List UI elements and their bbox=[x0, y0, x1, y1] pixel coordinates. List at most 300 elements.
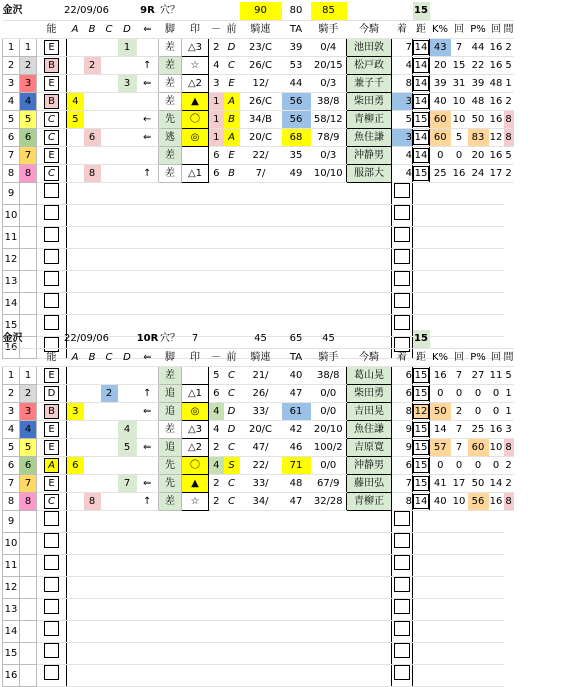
row-number: 13 bbox=[3, 598, 20, 620]
rank-c bbox=[101, 438, 118, 456]
rank-c bbox=[101, 492, 118, 510]
p-count: 14 bbox=[489, 474, 504, 492]
empty-cell bbox=[84, 664, 101, 686]
empty-cell bbox=[430, 620, 451, 642]
column-header: TA bbox=[282, 20, 311, 38]
empty-cell bbox=[159, 620, 182, 642]
ta-score: 42 bbox=[282, 420, 311, 438]
horse-row[interactable] bbox=[3, 38, 514, 56]
empty-cell bbox=[282, 598, 311, 620]
p-count: 16 bbox=[489, 38, 504, 56]
score-3: 65 bbox=[289, 333, 303, 345]
title-blank bbox=[430, 330, 451, 348]
jockey-stat: 0/3 bbox=[311, 146, 347, 164]
horse-row[interactable] bbox=[3, 110, 514, 128]
ability-grade bbox=[37, 74, 67, 92]
race-date: 22/09/06 bbox=[64, 333, 109, 345]
ability-grade bbox=[37, 620, 67, 642]
column-header: 間 bbox=[504, 348, 514, 366]
empty-cell bbox=[159, 576, 182, 598]
empty-cell bbox=[430, 182, 451, 204]
empty-cell bbox=[118, 204, 137, 226]
distance bbox=[392, 182, 413, 204]
race-number: 9R bbox=[140, 5, 155, 17]
waku-number: 5 bbox=[20, 110, 37, 128]
waku-number: 1 bbox=[20, 366, 37, 384]
ability-grade-box: E bbox=[44, 368, 59, 383]
dash-value: 3 bbox=[209, 74, 224, 92]
empty-cell bbox=[137, 248, 159, 270]
empty-cell bbox=[468, 554, 489, 576]
empty-cell bbox=[224, 532, 240, 554]
finish: 4 bbox=[392, 56, 413, 74]
ability-grade-box bbox=[44, 621, 59, 636]
empty-cell bbox=[182, 510, 209, 532]
prediction-mark: △1 bbox=[182, 164, 209, 182]
column-header: 前 bbox=[224, 20, 240, 38]
empty-cell bbox=[489, 510, 504, 532]
empty-cell bbox=[489, 270, 504, 292]
jockey-combo: 34/ bbox=[240, 492, 282, 510]
empty-cell bbox=[224, 226, 240, 248]
empty-cell bbox=[311, 598, 347, 620]
empty-cell bbox=[137, 664, 159, 686]
run-style: 差 bbox=[159, 56, 182, 74]
rank-a: 5 bbox=[67, 110, 84, 128]
empty-cell bbox=[311, 664, 347, 686]
rank-b bbox=[84, 38, 101, 56]
empty-cell bbox=[137, 620, 159, 642]
dash-value: 6 bbox=[209, 146, 224, 164]
waku-number: 7 bbox=[20, 146, 37, 164]
interval: 8 bbox=[504, 128, 514, 146]
interval: 2 bbox=[504, 164, 514, 182]
finish: 4 bbox=[392, 164, 413, 182]
empty-cell bbox=[67, 226, 84, 248]
empty-cell bbox=[240, 620, 282, 642]
horse-row[interactable] bbox=[3, 146, 514, 164]
rank-c bbox=[101, 146, 118, 164]
title-blank bbox=[392, 2, 413, 20]
run-style: 先 bbox=[159, 474, 182, 492]
rank-a: 6 bbox=[67, 456, 84, 474]
empty-cell bbox=[209, 598, 224, 620]
k-count: 0 bbox=[451, 146, 468, 164]
header-blank bbox=[3, 348, 20, 366]
p-percent: 83 bbox=[468, 128, 489, 146]
empty-cell bbox=[451, 664, 468, 686]
horse-row[interactable] bbox=[3, 492, 514, 510]
empty-cell bbox=[182, 664, 209, 686]
empty-cell bbox=[224, 620, 240, 642]
column-header: 回 bbox=[489, 20, 504, 38]
empty-cell bbox=[84, 598, 101, 620]
trend-arrow bbox=[137, 38, 159, 56]
rank-a bbox=[67, 384, 84, 402]
finish: 8 bbox=[392, 492, 413, 510]
empty-cell bbox=[209, 554, 224, 576]
empty-cell bbox=[118, 182, 137, 204]
ability-grade-box bbox=[44, 643, 59, 658]
waku-number bbox=[20, 576, 37, 598]
horse-row[interactable] bbox=[3, 56, 514, 74]
jockey-name: 葛山晃 bbox=[347, 366, 392, 384]
horse-row[interactable] bbox=[3, 402, 514, 420]
waku-number bbox=[20, 182, 37, 204]
score-4: 45 bbox=[322, 333, 335, 345]
empty-cell bbox=[209, 226, 224, 248]
empty-cell bbox=[209, 204, 224, 226]
distance-box: 14 bbox=[414, 149, 428, 161]
ability-grade-box: E bbox=[44, 148, 59, 163]
finish: 3 bbox=[392, 128, 413, 146]
distance bbox=[392, 248, 413, 270]
p-percent: 25 bbox=[468, 420, 489, 438]
jockey-combo: 23/C bbox=[240, 38, 282, 56]
empty-cell bbox=[209, 620, 224, 642]
rank-a bbox=[67, 128, 84, 146]
ability-grade bbox=[37, 182, 67, 204]
empty-cell bbox=[430, 270, 451, 292]
finish: 6 bbox=[392, 384, 413, 402]
rank-d: 3 bbox=[118, 74, 137, 92]
empty-cell bbox=[451, 270, 468, 292]
k-percent: 40 bbox=[430, 92, 451, 110]
p-count: 16 bbox=[489, 492, 504, 510]
jockey-name: 兼子千 bbox=[347, 74, 392, 92]
race-table-2 bbox=[2, 330, 514, 687]
empty-cell bbox=[489, 204, 504, 226]
empty-cell bbox=[182, 182, 209, 204]
waku-number bbox=[20, 664, 37, 686]
interval: 5 bbox=[504, 146, 514, 164]
empty-cell bbox=[347, 598, 392, 620]
empty-cell bbox=[240, 226, 282, 248]
horse-row[interactable] bbox=[3, 128, 514, 146]
empty-cell bbox=[182, 554, 209, 576]
race-title-row bbox=[3, 2, 514, 20]
rank-d: 5 bbox=[118, 438, 137, 456]
row-number: 3 bbox=[3, 402, 20, 420]
p-percent: 48 bbox=[468, 92, 489, 110]
row-number: 16 bbox=[3, 336, 20, 358]
ta-score: 47 bbox=[282, 492, 311, 510]
rank-b bbox=[84, 456, 101, 474]
trend-arrow bbox=[137, 92, 159, 110]
interval: 2 bbox=[504, 474, 514, 492]
ability-grade bbox=[37, 598, 67, 620]
horse-row[interactable] bbox=[3, 474, 514, 492]
trend-arrow: ↑ bbox=[137, 56, 159, 74]
distance bbox=[413, 164, 430, 182]
waku-number bbox=[20, 554, 37, 576]
rank-d bbox=[118, 366, 137, 384]
empty-cell bbox=[224, 292, 240, 314]
trend-arrow: ⇐ bbox=[137, 438, 159, 456]
column-header: 距 bbox=[413, 348, 430, 366]
distance-box bbox=[394, 511, 410, 526]
waku-number: 8 bbox=[20, 492, 37, 510]
distance-header: 15 bbox=[413, 330, 430, 348]
empty-cell bbox=[224, 204, 240, 226]
empty-cell bbox=[413, 532, 430, 554]
ability-grade-box bbox=[44, 249, 59, 264]
k-count: 7 bbox=[451, 38, 468, 56]
ability-grade-box: E bbox=[44, 440, 59, 455]
jockey-combo: 22/ bbox=[240, 146, 282, 164]
empty-cell bbox=[413, 182, 430, 204]
ability-grade-box: B bbox=[44, 404, 59, 419]
jockey-stat: 78/9 bbox=[311, 128, 347, 146]
ability-grade bbox=[37, 204, 67, 226]
dash-value: 4 bbox=[209, 56, 224, 74]
jockey-name: 魚住謙 bbox=[347, 420, 392, 438]
column-header: 脚 bbox=[159, 20, 182, 38]
empty-cell bbox=[489, 620, 504, 642]
empty-cell bbox=[101, 182, 118, 204]
empty-cell bbox=[311, 532, 347, 554]
empty-cell bbox=[451, 248, 468, 270]
dash-value: 2 bbox=[209, 492, 224, 510]
jockey-stat: 38/8 bbox=[311, 92, 347, 110]
interval: 2 bbox=[504, 38, 514, 56]
empty-cell bbox=[137, 576, 159, 598]
horse-row[interactable] bbox=[3, 420, 514, 438]
empty-cell bbox=[413, 664, 430, 686]
empty-cell bbox=[311, 510, 347, 532]
empty-cell bbox=[347, 532, 392, 554]
horse-row[interactable] bbox=[3, 366, 514, 384]
empty-cell bbox=[101, 532, 118, 554]
horse-row[interactable] bbox=[3, 384, 514, 402]
distance bbox=[413, 384, 430, 402]
distance-box: 14 bbox=[414, 41, 428, 53]
distance bbox=[413, 38, 430, 56]
empty-cell bbox=[282, 510, 311, 532]
ability-grade bbox=[37, 292, 67, 314]
ta-score: 39 bbox=[282, 38, 311, 56]
empty-cell bbox=[101, 576, 118, 598]
empty-cell bbox=[430, 664, 451, 686]
column-header: 能 bbox=[37, 348, 67, 366]
empty-cell bbox=[468, 204, 489, 226]
rank-b bbox=[84, 402, 101, 420]
empty-cell bbox=[347, 664, 392, 686]
waku-number: 1 bbox=[20, 38, 37, 56]
interval: 8 bbox=[504, 438, 514, 456]
k-count: 7 bbox=[451, 420, 468, 438]
k-percent: 40 bbox=[430, 492, 451, 510]
column-header: 脚 bbox=[159, 348, 182, 366]
rank-a bbox=[67, 146, 84, 164]
empty-cell bbox=[413, 554, 430, 576]
waku-number bbox=[20, 248, 37, 270]
prediction-mark: ▲ bbox=[182, 92, 209, 110]
p-percent: 50 bbox=[468, 474, 489, 492]
ability-grade bbox=[37, 226, 67, 248]
rank-b bbox=[84, 420, 101, 438]
row-number: 12 bbox=[3, 576, 20, 598]
interval: 1 bbox=[504, 402, 514, 420]
empty-cell bbox=[209, 510, 224, 532]
dash-value: 5 bbox=[209, 366, 224, 384]
title-blank bbox=[468, 2, 489, 20]
ability-grade bbox=[37, 554, 67, 576]
column-header: C bbox=[101, 20, 118, 38]
empty-cell bbox=[67, 510, 84, 532]
k-percent: 14 bbox=[430, 420, 451, 438]
ability-grade-box bbox=[44, 227, 59, 242]
k-count: 17 bbox=[451, 474, 468, 492]
empty-cell bbox=[282, 270, 311, 292]
ability-grade bbox=[37, 492, 67, 510]
dash-value: 4 bbox=[209, 402, 224, 420]
empty-cell bbox=[347, 554, 392, 576]
ability-grade-box bbox=[44, 555, 59, 570]
horse-row[interactable] bbox=[3, 164, 514, 182]
rank-b: 8 bbox=[84, 492, 101, 510]
distance-box bbox=[394, 643, 410, 658]
ability-grade-box: D bbox=[44, 386, 59, 401]
empty-cell bbox=[118, 226, 137, 248]
empty-cell bbox=[451, 204, 468, 226]
title-blank bbox=[347, 2, 392, 20]
dash-value: 1 bbox=[209, 128, 224, 146]
jockey-stat: 100/2 bbox=[311, 438, 347, 456]
empty-cell bbox=[182, 270, 209, 292]
horse-row[interactable] bbox=[3, 438, 514, 456]
empty-cell bbox=[282, 292, 311, 314]
rank-a bbox=[67, 438, 84, 456]
column-header: 今騎 bbox=[347, 20, 392, 38]
horse-row[interactable] bbox=[3, 456, 514, 474]
column-header: － bbox=[209, 348, 224, 366]
title-blank bbox=[209, 2, 224, 20]
empty-cell bbox=[282, 664, 311, 686]
empty-cell bbox=[451, 620, 468, 642]
empty-cell bbox=[430, 510, 451, 532]
p-percent: 60 bbox=[468, 438, 489, 456]
column-header: C bbox=[101, 348, 118, 366]
front-grade: C bbox=[224, 438, 240, 456]
empty-cell bbox=[84, 270, 101, 292]
interval: 8 bbox=[504, 492, 514, 510]
waku-number bbox=[20, 510, 37, 532]
rank-c bbox=[101, 56, 118, 74]
empty-cell bbox=[84, 204, 101, 226]
trend-arrow: ⇐ bbox=[137, 402, 159, 420]
finish: 7 bbox=[392, 474, 413, 492]
distance bbox=[392, 226, 413, 248]
column-header: ⇐ bbox=[137, 348, 159, 366]
column-header: 回 bbox=[489, 348, 504, 366]
empty-cell bbox=[311, 182, 347, 204]
jockey-stat: 58/12 bbox=[311, 110, 347, 128]
finish: 6 bbox=[392, 366, 413, 384]
empty-cell bbox=[224, 664, 240, 686]
row-number: 7 bbox=[3, 146, 20, 164]
empty-cell bbox=[84, 510, 101, 532]
empty-cell bbox=[224, 270, 240, 292]
jockey-name: 吉原寛 bbox=[347, 438, 392, 456]
interval: 5 bbox=[504, 366, 514, 384]
empty-cell bbox=[451, 182, 468, 204]
row-number: 11 bbox=[3, 554, 20, 576]
empty-cell bbox=[84, 182, 101, 204]
front-grade: C bbox=[224, 56, 240, 74]
row-number: 1 bbox=[3, 38, 20, 56]
empty-cell bbox=[182, 204, 209, 226]
column-header: 騎連 bbox=[240, 348, 282, 366]
jockey-stat: 20/10 bbox=[311, 420, 347, 438]
interval: 3 bbox=[504, 420, 514, 438]
empty-cell bbox=[347, 248, 392, 270]
ability-grade bbox=[37, 456, 67, 474]
column-header: 前 bbox=[224, 348, 240, 366]
empty-cell bbox=[430, 532, 451, 554]
column-header: 距 bbox=[413, 20, 430, 38]
jockey-combo: 26/ bbox=[240, 384, 282, 402]
empty-cell bbox=[430, 576, 451, 598]
column-header: A bbox=[67, 20, 84, 38]
waku-number: 7 bbox=[20, 474, 37, 492]
p-count: 16 bbox=[489, 146, 504, 164]
race-table-1 bbox=[2, 2, 514, 359]
p-count: 16 bbox=[489, 92, 504, 110]
score-2: 80 bbox=[289, 5, 303, 17]
dash-value: 6 bbox=[209, 164, 224, 182]
p-percent: 24 bbox=[468, 164, 489, 182]
empty-cell bbox=[489, 532, 504, 554]
k-count: 31 bbox=[451, 74, 468, 92]
empty-cell bbox=[468, 532, 489, 554]
empty-cell bbox=[489, 248, 504, 270]
empty-cell bbox=[209, 576, 224, 598]
empty-cell bbox=[84, 576, 101, 598]
empty-cell bbox=[159, 554, 182, 576]
trend-arrow: ↑ bbox=[137, 384, 159, 402]
rank-a bbox=[67, 56, 84, 74]
rank-b bbox=[84, 74, 101, 92]
finish: 6 bbox=[392, 456, 413, 474]
dash-value: 1 bbox=[209, 110, 224, 128]
horse-row[interactable] bbox=[3, 74, 514, 92]
empty-cell bbox=[347, 510, 392, 532]
empty-cell bbox=[182, 532, 209, 554]
empty-cell bbox=[311, 292, 347, 314]
k-count: 16 bbox=[451, 164, 468, 182]
row-number: 9 bbox=[3, 182, 20, 204]
empty-cell bbox=[101, 226, 118, 248]
jockey-combo: 7/ bbox=[240, 164, 282, 182]
row-number: 13 bbox=[3, 270, 20, 292]
k-count: 7 bbox=[451, 438, 468, 456]
distance bbox=[413, 366, 430, 384]
header-blank bbox=[3, 20, 20, 38]
horse-row[interactable] bbox=[3, 92, 514, 110]
empty-cell bbox=[159, 664, 182, 686]
ta-score: 56 bbox=[282, 110, 311, 128]
rank-a bbox=[67, 74, 84, 92]
empty-cell bbox=[84, 248, 101, 270]
empty-cell bbox=[311, 248, 347, 270]
empty-row bbox=[3, 664, 514, 686]
p-count: 10 bbox=[489, 438, 504, 456]
empty-cell bbox=[347, 576, 392, 598]
ta-score: 56 bbox=[282, 92, 311, 110]
empty-cell bbox=[282, 182, 311, 204]
column-header: K% bbox=[430, 20, 451, 38]
